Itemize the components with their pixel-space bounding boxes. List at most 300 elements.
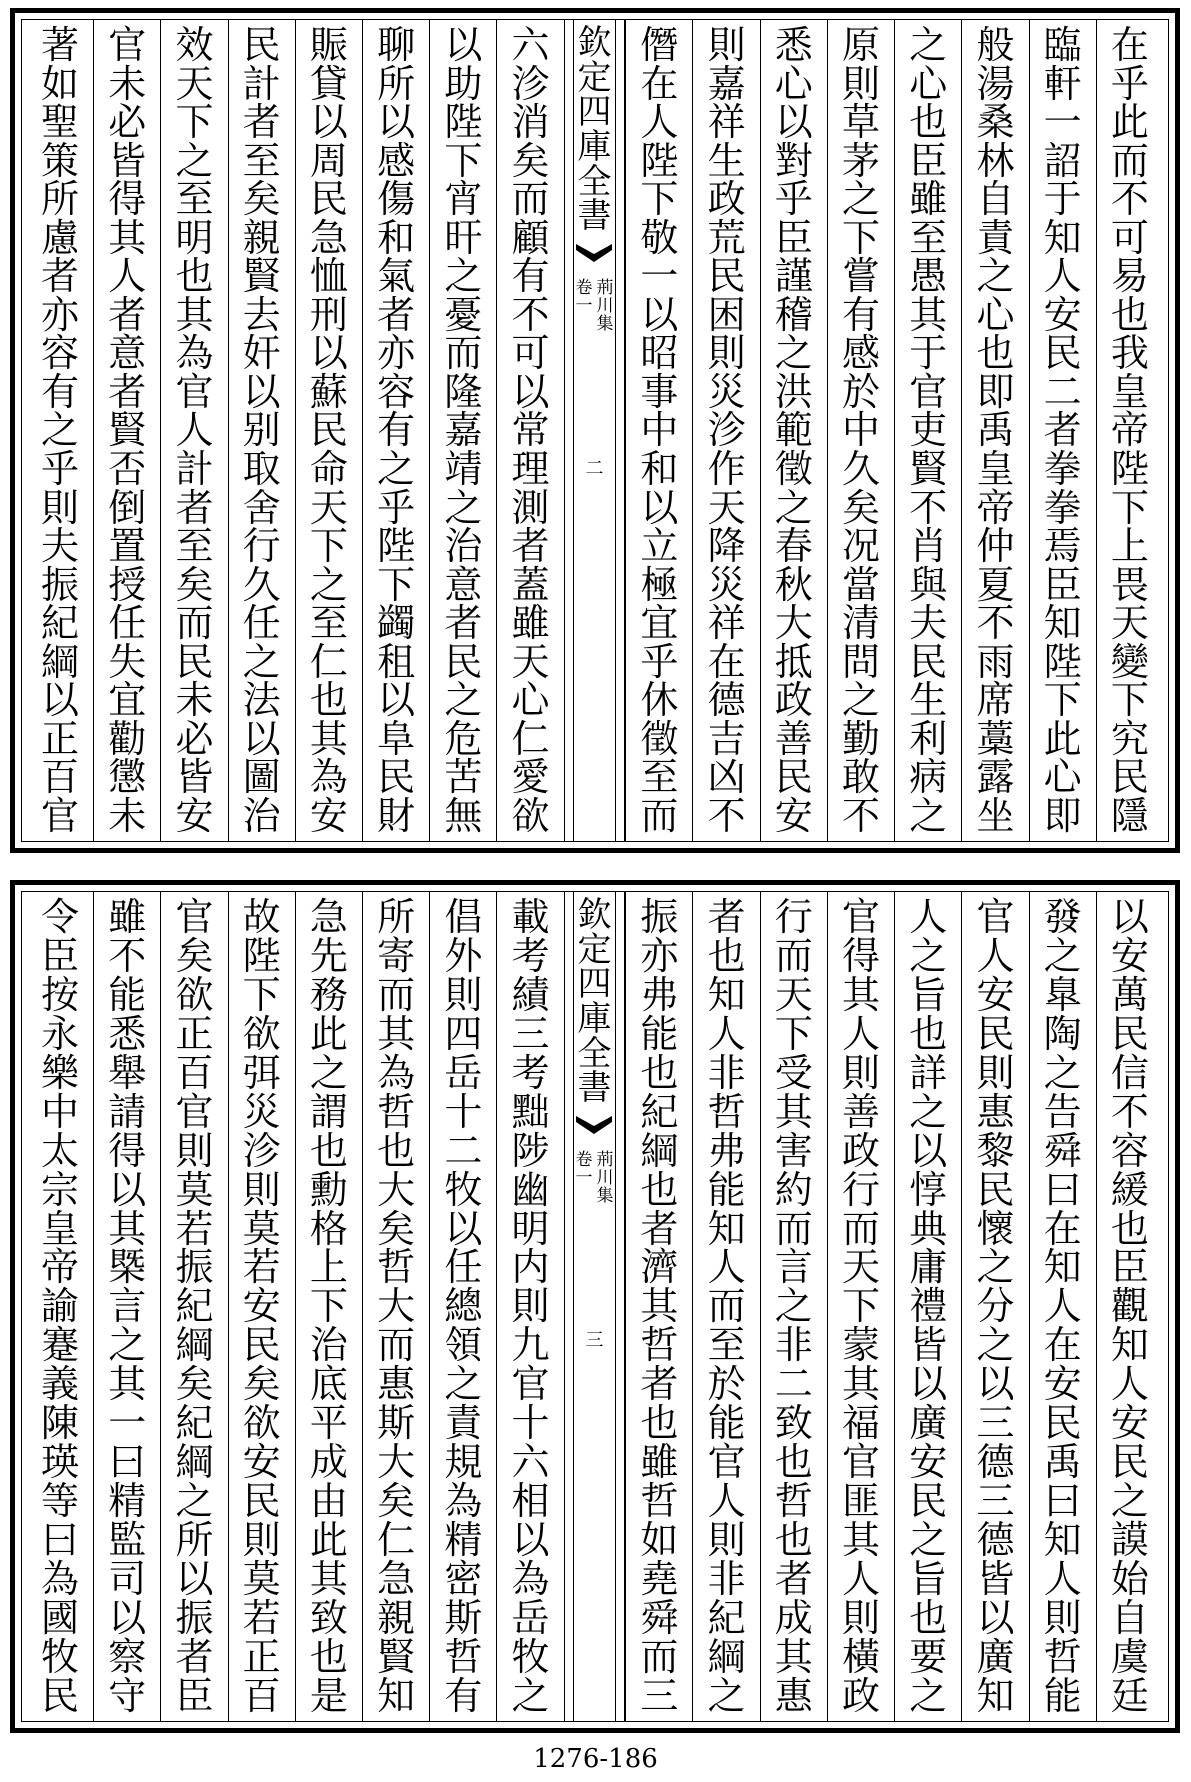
character: 臣 xyxy=(1043,562,1082,607)
character: 哲 xyxy=(640,1479,679,1524)
character: 意 xyxy=(108,331,147,376)
character: 以 xyxy=(377,100,416,145)
collection-title xyxy=(577,23,612,237)
character: 若 xyxy=(242,1595,281,1640)
character: 之 xyxy=(909,23,948,67)
character: 命 xyxy=(309,447,348,492)
character: 庸 xyxy=(909,1245,948,1290)
character: 置 xyxy=(108,524,147,569)
character: 天 xyxy=(774,972,813,1017)
character: 以 xyxy=(444,1206,483,1251)
character: 是 xyxy=(309,1673,348,1718)
bottom-text-column-15 xyxy=(93,892,160,1721)
character: 至 xyxy=(175,524,214,569)
character: 以 xyxy=(976,1362,1015,1407)
character: 休 xyxy=(640,678,679,723)
character: 人 xyxy=(640,100,679,145)
character: 倡 xyxy=(444,895,483,939)
character: 哲 xyxy=(377,1245,416,1290)
character: 人 xyxy=(1043,1284,1082,1329)
character: 綱 xyxy=(41,639,80,684)
character: 坐 xyxy=(976,793,1015,838)
character: 明 xyxy=(175,215,214,260)
character: 以 xyxy=(242,369,281,414)
character: 在 xyxy=(1110,23,1149,67)
character: 也 xyxy=(309,1634,348,1679)
page-number-footer: 1276-186 xyxy=(533,1744,658,1774)
character: 官 xyxy=(175,895,214,939)
character: 欲 xyxy=(511,793,550,838)
character: 意 xyxy=(444,562,483,607)
character: 者 xyxy=(175,1634,214,1679)
character: 陛 xyxy=(1110,447,1149,492)
character: 發 xyxy=(1043,895,1082,939)
character: 者 xyxy=(511,524,550,569)
character: 生 xyxy=(707,138,746,183)
character: 也 xyxy=(175,254,214,299)
character: 者 xyxy=(108,292,147,337)
character: 般 xyxy=(976,23,1015,67)
character: 天 xyxy=(1110,601,1149,646)
character: 以 xyxy=(242,716,281,761)
character: 而 xyxy=(377,1323,416,1368)
top-text-column-8 xyxy=(625,20,692,841)
top-text-column-15 xyxy=(93,20,160,841)
bottom-text-column-3 xyxy=(961,892,1028,1721)
character: 範 xyxy=(774,408,813,453)
character: 百 xyxy=(242,1673,281,1718)
character: 民 xyxy=(242,1479,281,1524)
character: 陛 xyxy=(640,138,679,183)
character: 席 xyxy=(976,678,1015,723)
character: 以 xyxy=(108,1167,147,1212)
character: 親 xyxy=(242,215,281,260)
title-character: 欽 xyxy=(577,895,612,935)
character: 易 xyxy=(1110,254,1149,299)
character: 秋 xyxy=(774,562,813,607)
character: 嘗 xyxy=(842,254,881,299)
character: 至 xyxy=(707,1323,746,1368)
character: 不 xyxy=(842,793,881,838)
character: 矣 xyxy=(511,138,550,183)
character: 於 xyxy=(707,1362,746,1407)
character: 臣 xyxy=(909,138,948,183)
character: 曰 xyxy=(1043,1479,1082,1524)
character: 作 xyxy=(707,447,746,492)
character: 悉 xyxy=(774,23,813,67)
character: 有 xyxy=(444,1673,483,1718)
character: 以 xyxy=(774,100,813,145)
top-text-column-12 xyxy=(295,20,362,841)
character: 常 xyxy=(511,408,550,453)
character: 黎 xyxy=(976,1128,1015,1173)
character: 之 xyxy=(175,138,214,183)
character: 至 xyxy=(242,138,281,183)
character: 知 xyxy=(1043,215,1082,260)
character: 原 xyxy=(842,23,881,67)
character: 莫 xyxy=(175,1167,214,1212)
character: 極 xyxy=(640,562,679,607)
character: 人 xyxy=(842,1556,881,1601)
character: 矣 xyxy=(242,177,281,222)
character: 瑛 xyxy=(41,1440,80,1485)
character: 者 xyxy=(640,1206,679,1251)
character: 致 xyxy=(309,1595,348,1640)
character: 矣 xyxy=(175,933,214,978)
character: 曰 xyxy=(1043,1167,1082,1212)
character: 如 xyxy=(640,1518,679,1562)
bottom-text-column-16 xyxy=(27,892,93,1721)
character: 任 xyxy=(242,601,281,646)
character: 容 xyxy=(377,369,416,414)
character: 也 xyxy=(640,1050,679,1095)
volume-label xyxy=(575,1152,613,1206)
character: 非 xyxy=(774,1323,813,1368)
character: 者 xyxy=(1043,408,1082,453)
character: 紀 xyxy=(175,1284,214,1329)
character: 永 xyxy=(41,1011,80,1056)
character: 則 xyxy=(842,1050,881,1095)
character: 知 xyxy=(976,1673,1015,1718)
character: 賢 xyxy=(242,254,281,299)
character: 之 xyxy=(707,1673,746,1718)
character: 一 xyxy=(1043,100,1082,145)
volume-character: 一 xyxy=(575,295,593,316)
character: 天 xyxy=(309,485,348,530)
character: 曰 xyxy=(41,1518,80,1562)
title-character: 四 xyxy=(577,964,612,1005)
character: 也 xyxy=(640,1167,679,1212)
character: 也 xyxy=(309,1128,348,1173)
character: 安 xyxy=(175,793,214,838)
character: 親 xyxy=(377,1595,416,1640)
character: 感 xyxy=(377,138,416,183)
character: 百 xyxy=(175,1050,214,1095)
character: 之 xyxy=(444,485,483,530)
character: 賢 xyxy=(909,447,948,492)
character: 下 xyxy=(1110,678,1149,723)
character: 以 xyxy=(511,1518,550,1562)
character: 荒 xyxy=(707,215,746,260)
character: 而 xyxy=(444,331,483,376)
character: 亦 xyxy=(41,292,80,337)
character: 二 xyxy=(1043,369,1082,414)
character: 精 xyxy=(108,1479,147,1524)
character: 矣 xyxy=(175,1362,214,1407)
top-text-column-6 xyxy=(760,20,827,841)
character: 之 xyxy=(842,177,881,222)
character: 以 xyxy=(909,1128,948,1173)
character: 下 xyxy=(842,215,881,260)
character: 之 xyxy=(976,1245,1015,1290)
character: 人 xyxy=(1043,254,1082,299)
character: 岳 xyxy=(444,1050,483,1095)
character: 蒙 xyxy=(842,1323,881,1368)
character: 心 xyxy=(976,292,1015,337)
character: 懲 xyxy=(108,755,147,800)
character: 行 xyxy=(242,524,281,569)
character: 上 xyxy=(309,1245,348,1290)
character: 夫 xyxy=(909,601,948,646)
character: 久 xyxy=(242,562,281,607)
character: 夏 xyxy=(976,562,1015,607)
character: 匪 xyxy=(842,1479,881,1524)
character: 舉 xyxy=(108,1050,147,1095)
character: 則 xyxy=(242,1518,281,1562)
character: 其 xyxy=(108,1362,147,1407)
character: 之 xyxy=(108,1323,147,1368)
character: 策 xyxy=(41,138,80,183)
character: 之 xyxy=(909,1089,948,1134)
character: 皇 xyxy=(1110,369,1149,414)
character: 嘉 xyxy=(444,408,483,453)
character: 則 xyxy=(41,485,80,530)
character: 况 xyxy=(842,524,881,569)
character: 陛 xyxy=(377,524,416,569)
character: 安 xyxy=(1043,1362,1082,1407)
character: 之 xyxy=(511,1673,550,1718)
character: 一 xyxy=(640,254,679,299)
character: 安 xyxy=(242,1440,281,1485)
character: 大 xyxy=(377,1284,416,1329)
character: 天 xyxy=(842,1245,881,1290)
character: 禮 xyxy=(909,1284,948,1329)
bottom-text-column-8 xyxy=(625,892,692,1721)
top-text-column-11 xyxy=(362,20,429,841)
character: 去 xyxy=(242,292,281,337)
character: 也 xyxy=(909,1011,948,1056)
character: 感 xyxy=(842,331,881,376)
character: 告 xyxy=(1043,1089,1082,1134)
character: 急 xyxy=(377,1556,416,1601)
character: 人 xyxy=(175,408,214,453)
character: 懷 xyxy=(976,1206,1015,1251)
character: 謹 xyxy=(774,254,813,299)
character: 以 xyxy=(640,485,679,530)
collection-title xyxy=(577,895,612,1109)
character: 拳 xyxy=(1043,485,1082,530)
character: 之 xyxy=(309,1050,348,1095)
character: 旨 xyxy=(909,1556,948,1601)
character: 利 xyxy=(909,716,948,761)
bottom-center-margin xyxy=(564,892,626,1721)
character: 計 xyxy=(175,447,214,492)
character: 成 xyxy=(774,1595,813,1640)
character: 岳 xyxy=(511,1595,550,1640)
character: 取 xyxy=(242,447,281,492)
character: 至 xyxy=(640,755,679,800)
character: 廣 xyxy=(976,1634,1015,1679)
character: 綱 xyxy=(707,1634,746,1679)
character: 消 xyxy=(511,100,550,145)
character: 而 xyxy=(175,601,214,646)
character: 靖 xyxy=(444,447,483,492)
character: 於 xyxy=(842,369,881,414)
character: 倒 xyxy=(108,485,147,530)
character: 事 xyxy=(640,369,679,414)
character: 宗 xyxy=(41,1167,80,1212)
character: 之 xyxy=(175,1479,214,1524)
character: 善 xyxy=(842,1089,881,1134)
bottom-text-column-12 xyxy=(295,892,362,1721)
character: 于 xyxy=(909,331,948,376)
character: 雖 xyxy=(640,1440,679,1485)
character: 財 xyxy=(377,793,416,838)
character: 帝 xyxy=(976,485,1015,530)
character: 沴 xyxy=(242,1128,281,1173)
character: 能 xyxy=(707,1167,746,1212)
character: 為 xyxy=(377,1050,416,1095)
character: 考 xyxy=(511,933,550,978)
character: 也 xyxy=(774,1440,813,1485)
character: 皇 xyxy=(976,447,1015,492)
character: 祥 xyxy=(707,601,746,646)
character: 明 xyxy=(511,1206,550,1251)
character: 也 xyxy=(976,331,1015,376)
character: 下 xyxy=(377,562,416,607)
bottom-text-column-13 xyxy=(228,892,295,1721)
character: 雨 xyxy=(976,639,1015,684)
character: 憂 xyxy=(444,292,483,337)
character: 皆 xyxy=(175,755,214,800)
character: 正 xyxy=(41,716,80,761)
character: 則 xyxy=(707,23,746,67)
character: 顧 xyxy=(511,215,550,260)
character: 其 xyxy=(842,1362,881,1407)
character: 露 xyxy=(976,755,1015,800)
character: 者 xyxy=(175,485,214,530)
character: 詔 xyxy=(1043,138,1082,183)
character: 正 xyxy=(175,1011,214,1056)
character: 和 xyxy=(640,447,679,492)
character: 約 xyxy=(774,1167,813,1212)
character: 聖 xyxy=(41,100,80,145)
character: 三 xyxy=(511,1011,550,1056)
volume-label xyxy=(575,280,613,334)
character: 惠 xyxy=(976,1089,1015,1134)
character: 者 xyxy=(41,254,80,299)
character: 民 xyxy=(909,639,948,684)
character: 莫 xyxy=(242,1556,281,1601)
character: 斯 xyxy=(377,1401,416,1446)
character: 害 xyxy=(774,1128,813,1173)
top-center-margin xyxy=(564,20,626,841)
character: 民 xyxy=(377,755,416,800)
character: 軒 xyxy=(1043,61,1082,106)
character: 周 xyxy=(309,138,348,183)
character: 務 xyxy=(309,972,348,1017)
character: 官 xyxy=(842,895,881,939)
page-bottom xyxy=(10,880,1180,1733)
character: 帝 xyxy=(1110,408,1149,453)
character: 官 xyxy=(842,1440,881,1485)
character: 宜 xyxy=(108,678,147,723)
volume-character: 荊 xyxy=(596,278,614,299)
character: 三 xyxy=(976,1479,1015,1524)
volume-character: 集 xyxy=(596,313,614,334)
character: 之 xyxy=(1043,933,1082,978)
character: 僭 xyxy=(640,23,679,67)
character: 而 xyxy=(774,933,813,978)
character: 皆 xyxy=(976,1556,1015,1601)
character: 此 xyxy=(1110,100,1149,145)
character: 綱 xyxy=(175,1323,214,1368)
character: 人 xyxy=(707,1011,746,1056)
character: 哲 xyxy=(377,1089,416,1134)
character: 危 xyxy=(444,716,483,761)
character: 官 xyxy=(909,369,948,414)
character: 未 xyxy=(108,61,147,106)
title-character: 定 xyxy=(577,57,612,98)
character: 下 xyxy=(640,177,679,222)
character: 也 xyxy=(377,1128,416,1173)
character: 困 xyxy=(707,292,746,337)
character: 觀 xyxy=(1110,1284,1149,1329)
character: 民 xyxy=(976,1011,1015,1056)
character: 心 xyxy=(511,678,550,723)
character: 計 xyxy=(242,61,281,106)
character: 蓋 xyxy=(511,562,550,607)
character: 不 xyxy=(909,485,948,530)
character: 惇 xyxy=(909,1167,948,1212)
volume-character: 卷 xyxy=(575,1150,593,1171)
character: 臣 xyxy=(41,933,80,978)
character: 其 xyxy=(175,292,214,337)
character: 在 xyxy=(707,639,746,684)
character: 治 xyxy=(242,793,281,838)
character: 始 xyxy=(1110,1556,1149,1601)
top-text-column-9 xyxy=(496,20,563,841)
character: 其 xyxy=(909,292,948,337)
character: 則 xyxy=(842,1595,881,1640)
character: 急 xyxy=(309,895,348,939)
character: 哲 xyxy=(707,1089,746,1134)
character: 民 xyxy=(41,1673,80,1718)
character: 之 xyxy=(41,408,80,453)
character: 與 xyxy=(909,562,948,607)
bottom-text-column-2 xyxy=(1029,892,1096,1721)
character: 者 xyxy=(640,1362,679,1407)
character: 詳 xyxy=(909,1050,948,1095)
character: 惠 xyxy=(377,1362,416,1407)
character: 陟 xyxy=(511,1128,550,1173)
character: 下 xyxy=(444,138,483,183)
character: 福 xyxy=(842,1401,881,1446)
character: 諭 xyxy=(41,1284,80,1329)
title-character: 全 xyxy=(577,1033,612,1074)
character: 民 xyxy=(444,639,483,684)
character: 政 xyxy=(842,1128,881,1173)
character: 六 xyxy=(511,23,550,67)
character: 租 xyxy=(377,639,416,684)
character: 者 xyxy=(707,895,746,939)
character: 黜 xyxy=(511,1089,550,1134)
character: 立 xyxy=(640,524,679,569)
character: 之 xyxy=(774,1284,813,1329)
character: 欲 xyxy=(242,1401,281,1446)
character: 奸 xyxy=(242,331,281,376)
character: 謨 xyxy=(1110,1518,1149,1562)
character: 亦 xyxy=(377,331,416,376)
character: 弗 xyxy=(640,972,679,1017)
character: 按 xyxy=(41,972,80,1017)
character: 民 xyxy=(242,23,281,67)
character: 欲 xyxy=(242,1011,281,1056)
character: 法 xyxy=(242,678,281,723)
bottom-text-column-7 xyxy=(692,892,759,1721)
character: 之 xyxy=(774,485,813,530)
character: 政 xyxy=(707,177,746,222)
